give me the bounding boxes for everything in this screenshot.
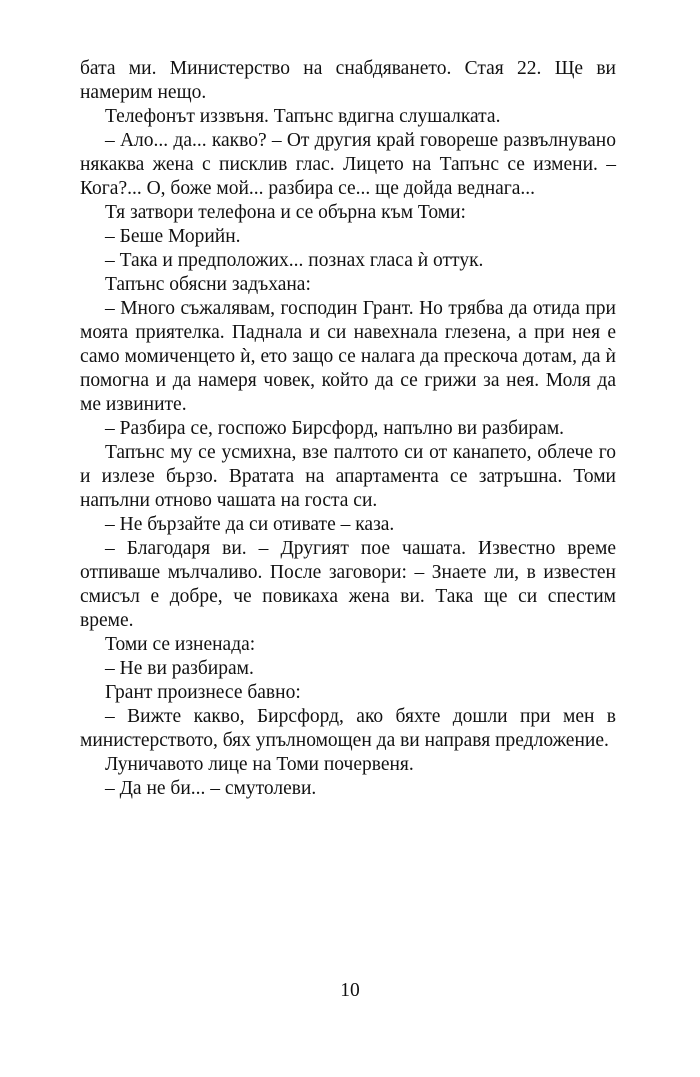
paragraph: Луничавото лице на Томи почервеня. (105, 754, 414, 775)
paragraph: – Да не би... – смутолеви. (105, 778, 317, 799)
paragraph: – Много съжалявам, господин Грант. Но трябва да отида при моята приятелка. Паднала и си навехнала глезена, а при нея е само момиченцето ѝ, ето защо се налага да прескоча дотам, да ѝ помогна и да намеря човек, който да се грижи за нея. Моля да ме извините. (80, 298, 616, 415)
paragraph-continuation: бата ми. Министерство на снабдяването. Стая 22. Ще ви намерим нещо. (80, 58, 616, 103)
paragraph: Телефонът иззвъня. Тапънс вдигна слушалката. (105, 106, 501, 127)
paragraph: – Ало... да... какво? – От другия край говореше развълнувано някаква жена с писклив глас. Лицето на Тапънс се измени. – Кога?... О, боже мой... разбира се... ще дойда веднага... (80, 130, 616, 199)
paragraph: Тапънс му се усмихна, взе палтото си от канапето, облече го и излезе бързо. Вратата на апартамента се затръшна. Томи напълни отново чашата на госта си. (80, 442, 616, 511)
paragraph: Грант произнесе бавно: (105, 682, 301, 703)
paragraph: Тапънс обясни задъхана: (105, 274, 311, 295)
paragraph: – Вижте какво, Бирсфорд, ако бяхте дошли при мен в министерството, бях упълномощен да ви направя предложение. (80, 706, 616, 751)
page-text (80, 57, 616, 801)
paragraph: Томи се изненада: (105, 634, 256, 655)
page-number: 10 (340, 980, 360, 1001)
paragraph: Тя затвори телефона и се обърна към Томи: (105, 202, 466, 223)
paragraph: – Не бързайте да си отивате – каза. (105, 514, 395, 535)
paragraph: – Благодаря ви. – Другият пое чашата. Известно време отпиваше мълчаливо. После заговори: – Знаете ли, в известен смисъл е добре, че повикаха жена ви. Така ще си спестим време. (80, 538, 616, 631)
paragraph: – Не ви разбирам. (105, 658, 254, 679)
paragraph: – Така и предположих... познах гласа ѝ оттук. (105, 250, 484, 271)
paragraph: – Беше Морийн. (105, 226, 241, 247)
paragraph: – Разбира се, госпожо Бирсфорд, напълно ви разбирам. (105, 418, 565, 439)
